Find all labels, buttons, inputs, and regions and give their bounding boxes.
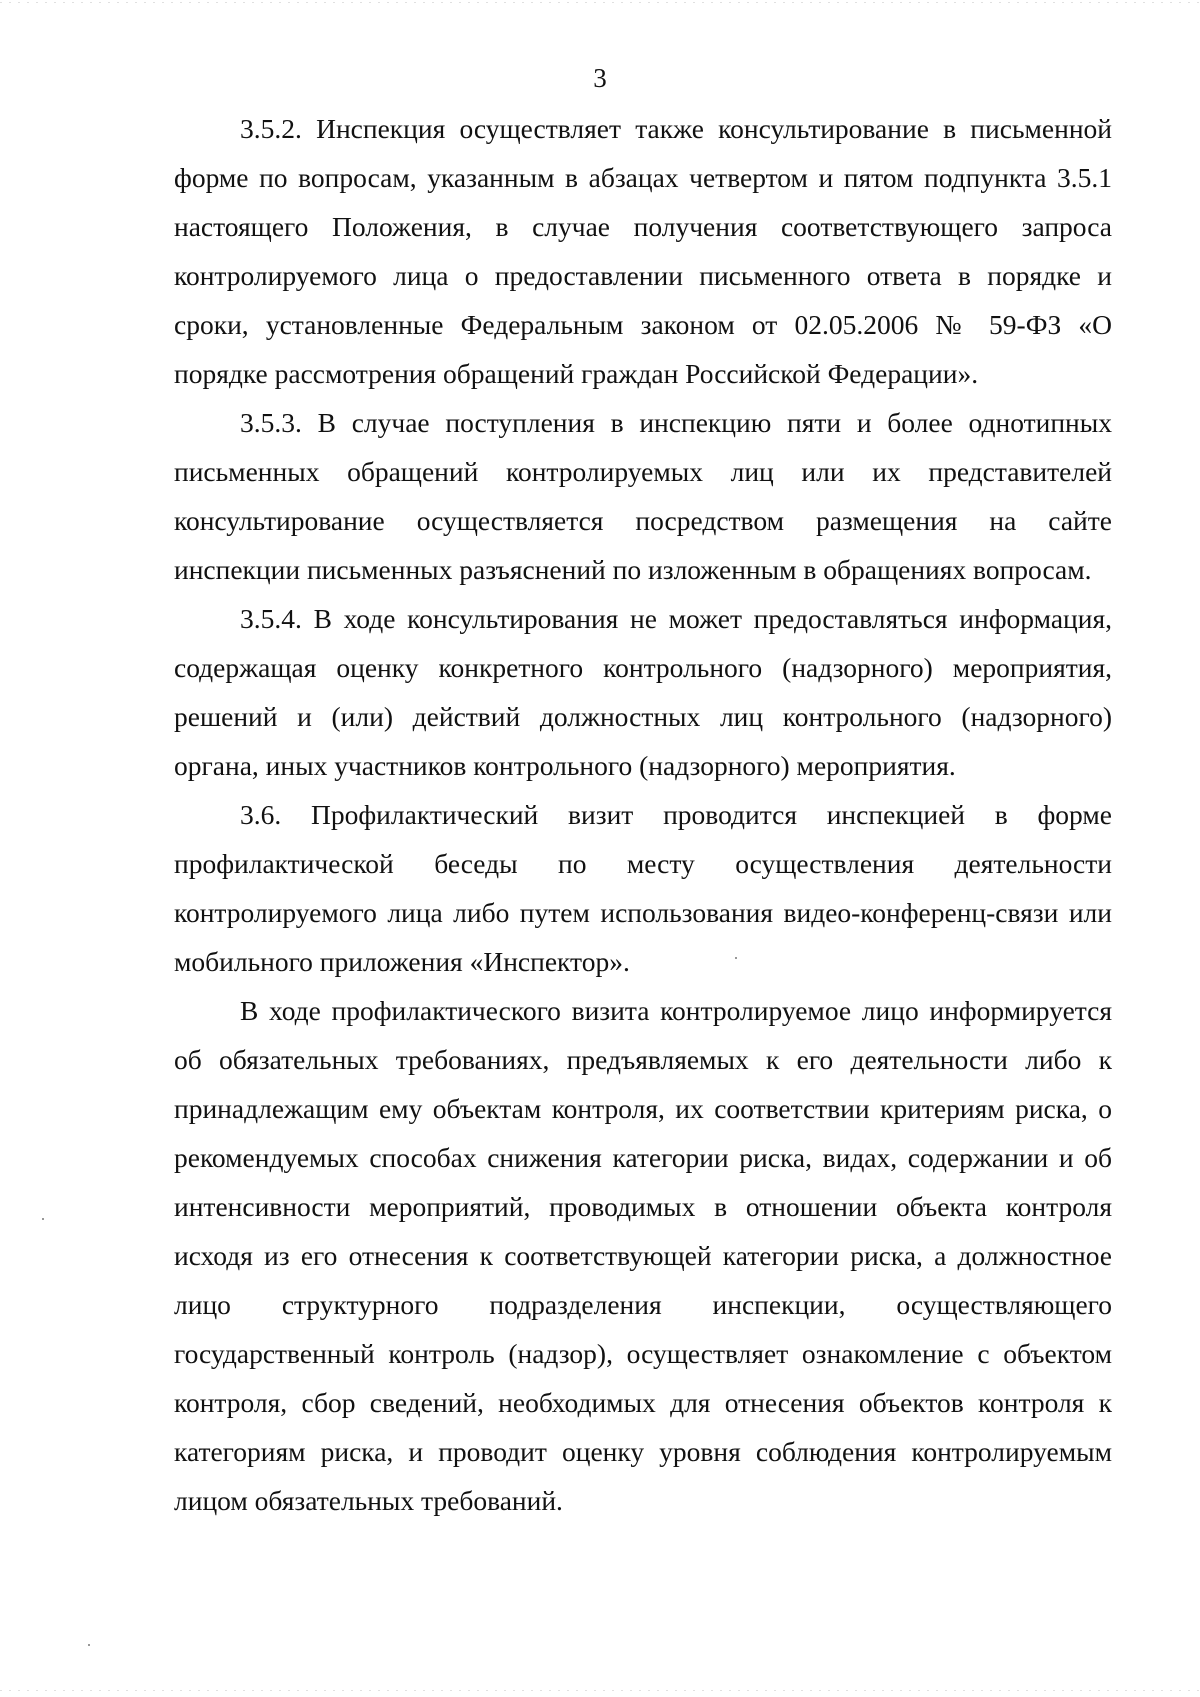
scan-speck <box>735 957 737 959</box>
scan-edge-bottom <box>0 1690 1200 1691</box>
paragraph-3-5-2: 3.5.2. Инспекция осуществляет также консультирование в письменной форме по вопросам, указанным в абзацах четвертом и пятом подпункта 3.5.1 настоящего Положения, в случае получения соответствующего запроса контролируемого лица о предоставлении письменного ответа в порядке и сроки, установленные Федеральным законом от 02.05.2006 № 59-ФЗ «О порядке рассмотрения обращений граждан Российской Федерации». <box>174 113 1112 389</box>
paragraph-3-5-4: 3.5.4. В ходе консультирования не может предоставляться информация, содержащая оценку конкретного контрольного (надзорного) мероприятия, решений и (или) действий должностных лиц контрольного (надзорного) органа, иных участников контрольного (надзорного) мероприятия. <box>174 603 1112 781</box>
paragraph-3-6: 3.6. Профилактический визит проводится инспекцией в форме профилактической беседы по месту осуществления деятельности контролируемого лица либо путем использования видео-конференц-связи или мобильного приложения «Инспектор». <box>174 799 1112 977</box>
scan-speck <box>42 1218 44 1220</box>
paragraph-3-5-3: 3.5.3. В случае поступления в инспекцию пяти и более однотипных письменных обращений контролируемых лиц или их представителей консультирование осуществляется посредством размещения на сайте инспекции письменных разъяснений по изложенным в обращениях вопросам. <box>174 407 1112 585</box>
paragraph-profilactic-visit-details: В ходе профилактического визита контролируемое лицо информируется об обязательных требованиях, предъявляемых к его деятельности либо к принадлежащим ему объектам контроля, их соответствии критериям риска, о рекомендуемых способах снижения категории риска, видах, содержании и об интенсивности мероприятий, проводимых в отношении объекта контроля исходя из его отнесения к соответствующей категории риска, а должностное лицо структурного подразделения инспекции, осуществляющего государственный контроль (надзор), осуществляет ознакомление с объектом контроля, сбор сведений, необходимых для отнесения объектов контроля к категориям риска, и проводит оценку уровня соблюдения контролируемым лицом обязательных требований. <box>174 995 1112 1516</box>
document-body <box>174 104 1112 1525</box>
scan-edge-top <box>0 2 1200 3</box>
page-number: 3 <box>593 63 607 93</box>
scan-speck <box>88 1644 90 1646</box>
